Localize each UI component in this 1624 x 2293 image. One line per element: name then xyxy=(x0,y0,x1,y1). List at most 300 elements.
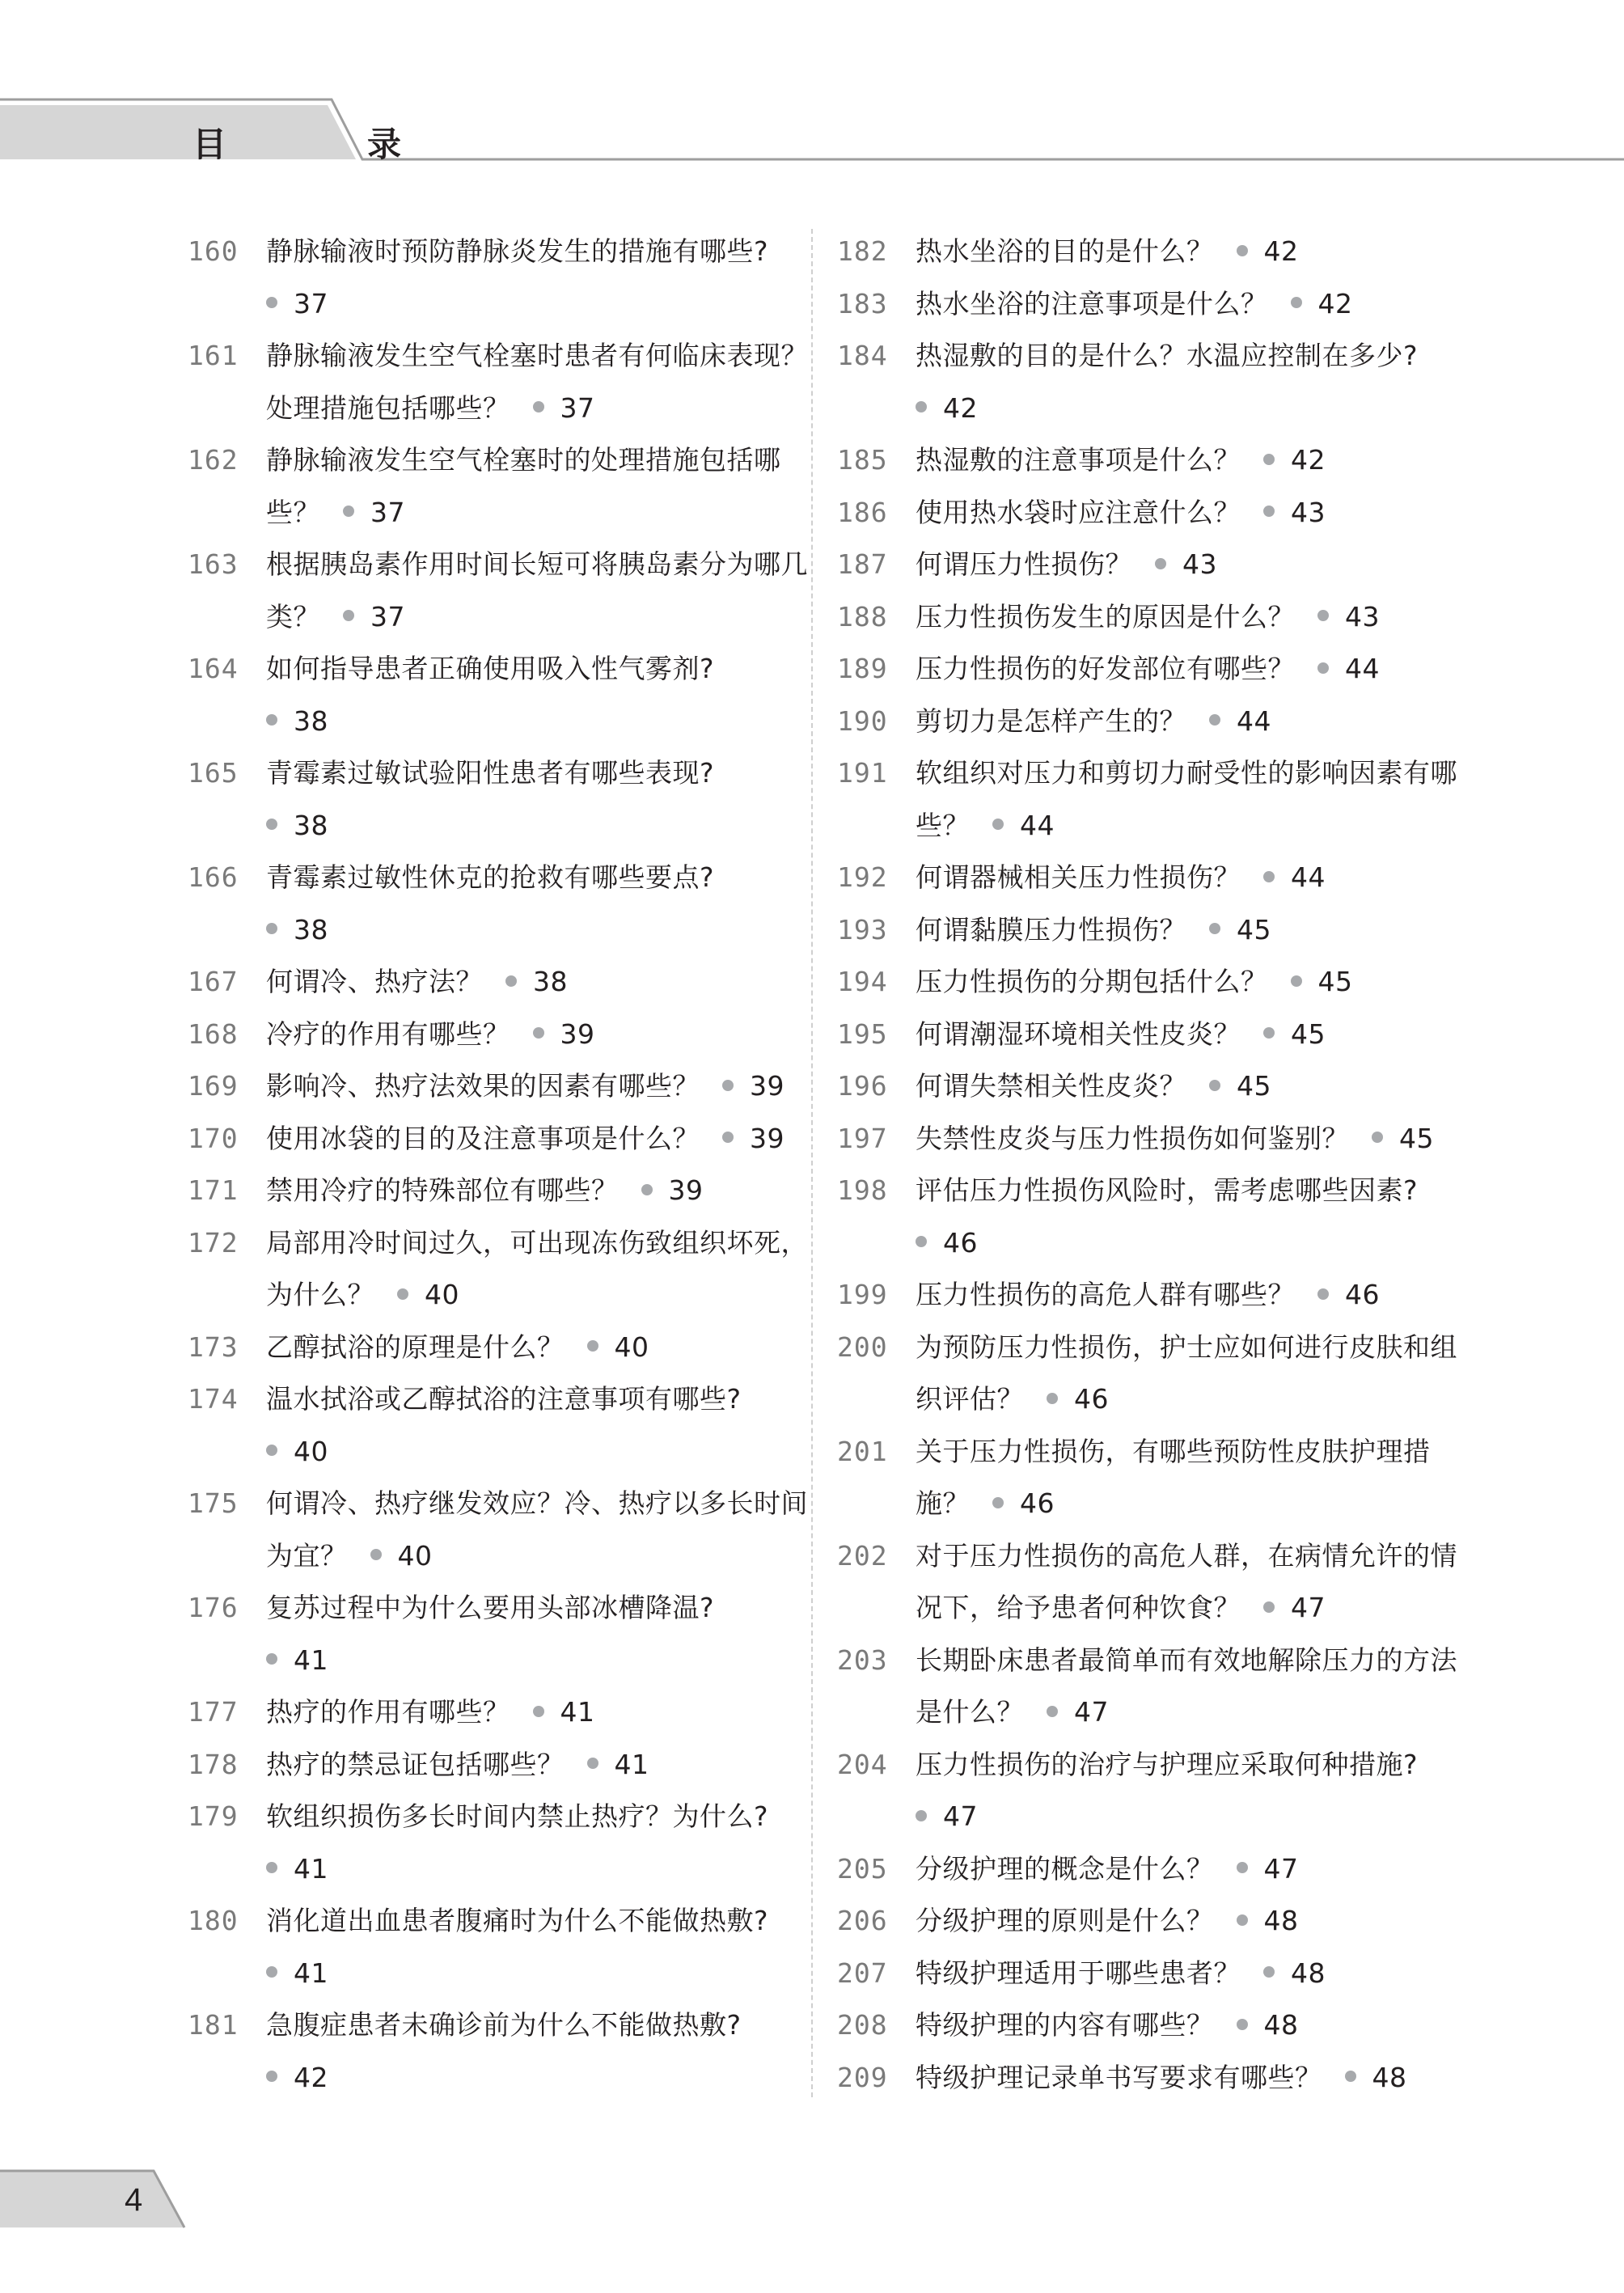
column-divider xyxy=(811,229,813,2097)
toc-entry-page-ref xyxy=(320,601,405,632)
toc-entry-number: 165 xyxy=(188,757,239,789)
toc-entry-page-number: 40 xyxy=(294,1435,328,1467)
toc-entry-page-ref xyxy=(1241,1018,1326,1050)
toc-right-column xyxy=(837,226,1468,2104)
bullet-dot-icon xyxy=(722,1080,734,1091)
toc-entry-number: 162 xyxy=(188,444,239,476)
bullet-dot-icon xyxy=(266,1445,277,1456)
toc-entry-number: 164 xyxy=(188,653,239,684)
bullet-dot-icon xyxy=(533,401,544,412)
toc-entry-text: 何谓器械相关压力性损伤？ xyxy=(916,861,1241,893)
toc-entry-number: 184 xyxy=(837,340,888,371)
toc-entry xyxy=(188,539,818,643)
toc-entry-text: 何谓冷、热疗继发效应？冷、热疗以多长时间为宜？ xyxy=(266,1487,808,1572)
toc-entry xyxy=(188,1373,818,1478)
toc-entry-number: 187 xyxy=(837,548,888,580)
toc-entry-number: 191 xyxy=(837,757,888,789)
toc-entry-question xyxy=(916,747,1468,852)
toc-entry-number: 203 xyxy=(837,1644,888,1676)
toc-entry xyxy=(188,956,818,1009)
toc-entry-text: 禁用冷疗的特殊部位有哪些？ xyxy=(266,1174,619,1206)
bullet-dot-icon xyxy=(1263,1601,1275,1613)
bullet-dot-icon xyxy=(266,1653,277,1665)
toc-entry-question xyxy=(916,1113,1468,1166)
toc-entry-number: 197 xyxy=(837,1122,888,1154)
toc-entry xyxy=(837,1165,1468,1269)
toc-entry-text: 局部用冷时间过久，可出现冻伤致组织坏死，为什么？ xyxy=(266,1226,808,1310)
toc-entry-page-ref xyxy=(510,392,595,424)
toc-entry-text: 影响冷、热疗法效果的因素有哪些？ xyxy=(266,1070,700,1102)
toc-entry-page-ref xyxy=(1024,1696,1109,1728)
toc-entry-number: 209 xyxy=(837,2061,888,2093)
toc-entry-page-ref xyxy=(266,914,328,946)
toc-entry-page-number: 42 xyxy=(1317,287,1353,319)
toc-entry-question xyxy=(266,1686,818,1739)
toc-entry-question xyxy=(916,1948,1468,2000)
toc-entry-question xyxy=(916,643,1468,696)
toc-entry xyxy=(837,330,1468,434)
page-number: 4 xyxy=(125,2182,143,2218)
toc-entry-page-ref xyxy=(1241,1592,1326,1623)
toc-entry-page-number: 48 xyxy=(1263,1905,1299,1936)
toc-entry-number: 206 xyxy=(837,1905,888,1936)
toc-entry-page-ref xyxy=(266,1957,328,1989)
toc-entry-page-ref xyxy=(1241,497,1326,528)
toc-entry-page-ref xyxy=(1186,1070,1271,1102)
page-title: 目 录 xyxy=(192,125,455,164)
toc-entry-text: 特级护理适用于哪些患者？ xyxy=(916,1957,1241,1989)
toc-entry-question xyxy=(266,1322,818,1374)
toc-entry xyxy=(188,1217,818,1322)
toc-entry-question xyxy=(266,1060,818,1113)
toc-entry-question xyxy=(916,904,1468,957)
bullet-dot-icon xyxy=(343,610,354,621)
toc-entry-question xyxy=(266,956,818,1009)
toc-entry-page-ref xyxy=(266,705,328,737)
toc-entry xyxy=(188,226,818,330)
toc-entry-page-ref xyxy=(1214,1905,1299,1936)
toc-entry-page-ref xyxy=(1241,861,1326,893)
toc-entry-page-number: 44 xyxy=(1291,861,1326,893)
toc-entry-number: 185 xyxy=(837,444,888,476)
toc-entry-page-number: 37 xyxy=(370,600,405,632)
toc-entry-number: 170 xyxy=(188,1122,239,1154)
bullet-dot-icon xyxy=(266,2071,277,2082)
bullet-dot-icon xyxy=(1237,1862,1248,1873)
toc-entry-number: 202 xyxy=(837,1539,888,1572)
toc-entry-page-ref xyxy=(266,1436,328,1467)
bullet-dot-icon xyxy=(1372,1132,1383,1143)
toc-entry-text: 压力性损伤的好发部位有哪些？ xyxy=(916,653,1295,684)
toc-entry-question xyxy=(916,852,1468,904)
toc-entry-page-number: 37 xyxy=(294,287,328,319)
toc-entry-text: 压力性损伤发生的原因是什么？ xyxy=(916,600,1295,632)
toc-entry-page-ref xyxy=(1268,288,1353,319)
bullet-dot-icon xyxy=(1209,1080,1220,1091)
toc-entry-question xyxy=(266,852,818,956)
toc-entry-question xyxy=(266,1165,818,1217)
toc-entry xyxy=(837,1530,1468,1635)
toc-entry-text: 青霉素过敏性休克的抢救有哪些要点? xyxy=(266,861,715,893)
toc-entry xyxy=(837,1635,1468,1739)
bullet-dot-icon xyxy=(1291,975,1302,987)
toc-entry-number: 163 xyxy=(188,548,239,580)
toc-entry-page-ref xyxy=(320,497,405,528)
toc-entry-text: 冷疗的作用有哪些？ xyxy=(266,1017,510,1050)
toc-entry-page-ref xyxy=(266,2062,328,2093)
toc-entry-page-number: 46 xyxy=(1345,1279,1380,1310)
toc-entry-number: 207 xyxy=(837,1957,888,1989)
toc-entry xyxy=(188,643,818,747)
bullet-dot-icon xyxy=(1237,245,1248,256)
toc-entry-number: 181 xyxy=(188,2009,239,2041)
toc-entry-page-ref xyxy=(1024,1383,1109,1415)
toc-entry-text: 热疗的作用有哪些？ xyxy=(266,1696,510,1728)
toc-entry-page-number: 43 xyxy=(1291,496,1326,528)
toc-entry-question xyxy=(266,1009,818,1061)
toc-entry-page-ref xyxy=(1214,1853,1299,1885)
toc-entry xyxy=(188,1009,818,1061)
page-footer xyxy=(0,2168,194,2229)
bullet-dot-icon xyxy=(266,714,277,726)
bullet-dot-icon xyxy=(1263,871,1275,882)
toc-entry xyxy=(188,1060,818,1113)
footer-tab-graphic xyxy=(0,2168,194,2229)
toc-entry-page-number: 44 xyxy=(1237,704,1271,737)
toc-entry-page-ref xyxy=(700,1123,785,1154)
toc-entry-text: 热水坐浴的注意事项是什么？ xyxy=(916,287,1268,319)
toc-entry-text: 根据胰岛素作用时间长短可将胰岛素分为哪几类？ xyxy=(266,548,808,632)
toc-entry-question xyxy=(916,1530,1468,1635)
toc-entry xyxy=(837,747,1468,852)
toc-entry-question xyxy=(266,226,818,330)
bullet-dot-icon xyxy=(1237,1914,1248,1926)
toc-entry-text: 复苏过程中为什么要用头部冰槽降温? xyxy=(266,1592,715,1623)
toc-entry xyxy=(188,1582,818,1686)
toc-entry-number: 186 xyxy=(837,496,888,528)
toc-entry-text: 消化道出血患者腹痛时为什么不能做热敷? xyxy=(266,1905,769,1936)
toc-entry-page-number: 47 xyxy=(943,1800,978,1832)
toc-entry-text: 静脉输液时预防静脉炎发生的措施有哪些? xyxy=(266,235,769,267)
toc-entry-page-ref xyxy=(510,1696,595,1728)
toc-entry-page-ref xyxy=(1132,548,1217,580)
toc-entry-question xyxy=(916,1426,1468,1530)
toc-entry-page-ref xyxy=(916,392,978,424)
toc-entry-question xyxy=(266,1582,818,1686)
toc-entry-text: 压力性损伤的高危人群有哪些？ xyxy=(916,1279,1295,1310)
toc-entry-text: 评估压力性损伤风险时，需考虑哪些因素? xyxy=(916,1174,1419,1206)
toc-entry-number: 177 xyxy=(188,1696,239,1728)
toc-entry-question xyxy=(916,1739,1468,1843)
toc-entry-number: 198 xyxy=(837,1174,888,1206)
toc-entry-page-number: 44 xyxy=(1345,653,1380,684)
bullet-dot-icon xyxy=(533,1027,544,1039)
toc-entry-number: 200 xyxy=(837,1331,888,1363)
toc-entry xyxy=(837,643,1468,696)
toc-entry-page-ref xyxy=(1186,914,1271,946)
toc-entry-page-ref xyxy=(1295,601,1380,632)
toc-entry-question xyxy=(916,696,1468,748)
toc-entry-question xyxy=(916,2052,1468,2105)
toc-entry-page-number: 43 xyxy=(1182,548,1217,580)
toc-entry-text: 特级护理记录单书写要求有哪些？ xyxy=(916,2061,1322,2093)
bullet-dot-icon xyxy=(1263,454,1275,465)
toc-entry-question xyxy=(916,434,1468,487)
toc-entry-question xyxy=(916,1322,1468,1426)
toc-entry-text: 热水坐浴的目的是什么？ xyxy=(916,235,1214,267)
toc-entry-number: 160 xyxy=(188,235,239,267)
toc-entry xyxy=(837,956,1468,1009)
toc-entry-page-ref xyxy=(1214,2009,1299,2041)
bullet-dot-icon xyxy=(266,1862,277,1873)
toc-entry-number: 196 xyxy=(837,1070,888,1102)
toc-entry-page-ref xyxy=(266,1853,328,1885)
bullet-dot-icon xyxy=(1263,1027,1275,1039)
toc-entry-text: 如何指导患者正确使用吸入性气雾剂? xyxy=(266,653,715,684)
toc-entry-question xyxy=(916,330,1468,434)
toc-entry xyxy=(837,1895,1468,1948)
toc-entry-page-number: 44 xyxy=(1020,809,1055,841)
toc-entry-page-number: 43 xyxy=(1345,600,1380,632)
toc-entry-question xyxy=(916,278,1468,331)
toc-entry-number: 176 xyxy=(188,1592,239,1623)
toc-left-column xyxy=(188,226,818,2104)
toc-entry-question xyxy=(266,1999,818,2104)
bullet-dot-icon xyxy=(1237,2019,1248,2030)
toc-entry-page-ref xyxy=(565,1749,649,1780)
toc-entry-question xyxy=(266,330,818,434)
toc-entry-page-ref xyxy=(266,810,328,841)
toc-entry-number: 172 xyxy=(188,1226,239,1259)
toc-entry xyxy=(837,1843,1468,1896)
bullet-dot-icon xyxy=(1263,506,1275,517)
bullet-dot-icon xyxy=(397,1288,408,1300)
toc-entry-number: 161 xyxy=(188,340,239,371)
toc-entry-page-number: 41 xyxy=(294,1957,328,1989)
toc-entry-page-number: 38 xyxy=(533,966,568,997)
toc-entry-page-number: 42 xyxy=(1291,444,1326,476)
toc-entry-question xyxy=(266,747,818,852)
toc-entry-page-ref xyxy=(1241,1957,1326,1989)
toc-entry-page-ref xyxy=(916,1227,978,1259)
toc-entry-number: 190 xyxy=(837,704,888,737)
toc-entry-page-ref xyxy=(348,1540,433,1572)
toc-entry-page-number: 41 xyxy=(294,1852,328,1885)
toc-entry-text: 何谓压力性损伤？ xyxy=(916,548,1132,580)
bullet-dot-icon xyxy=(1263,1966,1275,1978)
toc-entry-number: 189 xyxy=(837,653,888,684)
toc-entry xyxy=(837,852,1468,904)
toc-entry-text: 何谓冷、热疗法？ xyxy=(266,966,483,997)
toc-entry-question xyxy=(916,956,1468,1009)
bullet-dot-icon xyxy=(533,1706,544,1717)
toc-entry-number: 173 xyxy=(188,1331,239,1363)
toc-entry xyxy=(188,1322,818,1374)
toc-entry-question xyxy=(916,591,1468,644)
toc-entry-page-number: 38 xyxy=(294,809,328,841)
toc-entry-question xyxy=(916,487,1468,539)
toc-entry-page-number: 48 xyxy=(1372,2061,1407,2093)
toc-entry-page-ref xyxy=(1268,966,1353,997)
toc-entry-page-ref xyxy=(1349,1123,1434,1154)
toc-entry-text: 对于压力性损伤的高危人群，在病情允许的情况下，给予患者何种饮食？ xyxy=(916,1539,1457,1623)
toc-entry xyxy=(837,696,1468,748)
bullet-dot-icon xyxy=(266,297,277,308)
toc-entry-number: 169 xyxy=(188,1070,239,1102)
toc-entry-page-ref xyxy=(970,1487,1055,1519)
toc-entry-page-ref xyxy=(1295,653,1380,684)
toc-entry-question xyxy=(916,1999,1468,2052)
toc-entry xyxy=(837,487,1468,539)
bullet-dot-icon xyxy=(587,1340,598,1352)
toc-entry xyxy=(837,539,1468,591)
bullet-dot-icon xyxy=(992,1497,1004,1508)
toc-entry-page-number: 48 xyxy=(1263,2009,1299,2041)
toc-entry-page-ref xyxy=(916,1800,978,1832)
toc-entry-number: 167 xyxy=(188,966,239,997)
bullet-dot-icon xyxy=(1317,1288,1329,1300)
bullet-dot-icon xyxy=(370,1549,382,1560)
toc-entry-page-number: 45 xyxy=(1317,966,1353,997)
toc-entry-page-number: 39 xyxy=(750,1070,785,1102)
toc-entry-page-number: 38 xyxy=(294,913,328,946)
toc-entry-question xyxy=(266,1895,818,1999)
toc-entry-page-number: 42 xyxy=(943,391,978,424)
toc-entry xyxy=(837,1739,1468,1843)
bullet-dot-icon xyxy=(722,1132,734,1143)
toc-entry-page-ref xyxy=(619,1174,704,1206)
toc-entry-number: 204 xyxy=(837,1748,888,1780)
toc-entry-page-number: 39 xyxy=(668,1174,704,1206)
toc-entry-page-number: 39 xyxy=(750,1122,785,1154)
toc-entry-number: 208 xyxy=(837,2009,888,2041)
toc-entry-page-number: 45 xyxy=(1237,1070,1271,1102)
toc-entry-text: 何谓失禁相关性皮炎？ xyxy=(916,1070,1186,1102)
bullet-dot-icon xyxy=(916,1810,927,1821)
toc-entry-page-number: 47 xyxy=(1074,1696,1109,1728)
toc-entry xyxy=(188,1113,818,1166)
toc-entry-question xyxy=(916,226,1468,278)
toc-entry-text: 压力性损伤的分期包括什么？ xyxy=(916,966,1268,997)
toc-entry-text: 热湿敷的注意事项是什么？ xyxy=(916,444,1241,476)
toc-entry xyxy=(188,1739,818,1792)
toc-entry-page-number: 45 xyxy=(1237,913,1271,946)
toc-entry-page-number: 47 xyxy=(1291,1592,1326,1623)
toc-entry xyxy=(188,1686,818,1739)
toc-entry-text: 长期卧床患者最简单而有效地解除压力的方法是什么？ xyxy=(916,1644,1457,1728)
toc-entry-question xyxy=(266,539,818,643)
bullet-dot-icon xyxy=(1317,610,1329,621)
toc-entry-page-ref xyxy=(1322,2062,1407,2093)
toc-entry-page-ref xyxy=(1186,705,1271,737)
bullet-dot-icon xyxy=(992,819,1004,830)
toc-entry-question xyxy=(916,1165,1468,1269)
toc-entry-text: 关于压力性损伤，有哪些预防性皮肤护理措施？ xyxy=(916,1435,1431,1519)
toc-entry xyxy=(837,434,1468,487)
toc-entry-number: 182 xyxy=(837,235,888,267)
toc-entry xyxy=(188,1478,818,1582)
toc-entry-question xyxy=(916,1895,1468,1948)
toc-entry xyxy=(837,1322,1468,1426)
toc-entry-question xyxy=(916,1635,1468,1739)
bullet-dot-icon xyxy=(266,923,277,934)
toc-entry-page-number: 46 xyxy=(943,1226,978,1259)
toc-entry-text: 软组织对压力和剪切力耐受性的影响因素有哪些？ xyxy=(916,757,1457,841)
toc-entry-text: 热疗的禁忌证包括哪些？ xyxy=(266,1748,565,1780)
toc-entry-number: 174 xyxy=(188,1383,239,1415)
toc-entry-page-ref xyxy=(374,1279,459,1310)
toc-entry-text: 压力性损伤的治疗与护理应采取何种措施? xyxy=(916,1748,1419,1780)
toc-entry-text: 软组织损伤多长时间内禁止热疗？为什么? xyxy=(266,1800,769,1832)
toc-entry-page-ref xyxy=(565,1331,649,1363)
toc-entry-number: 201 xyxy=(837,1435,888,1467)
bullet-dot-icon xyxy=(505,975,517,987)
toc-entry xyxy=(837,1060,1468,1113)
toc-entry-page-ref xyxy=(266,1644,328,1676)
toc-entry-page-number: 38 xyxy=(294,704,328,737)
bullet-dot-icon xyxy=(916,401,927,412)
toc-entry-number: 193 xyxy=(837,913,888,946)
toc-entry-text: 使用冰袋的目的及注意事项是什么？ xyxy=(266,1122,700,1154)
bullet-dot-icon xyxy=(1291,297,1302,308)
toc-entry-number: 179 xyxy=(188,1800,239,1832)
toc-entry-page-number: 45 xyxy=(1399,1122,1434,1154)
toc-entry-number: 188 xyxy=(837,600,888,632)
toc-entry xyxy=(837,1009,1468,1061)
bullet-dot-icon xyxy=(916,1236,927,1247)
toc-entry xyxy=(837,591,1468,644)
toc-entry-text: 热湿敷的目的是什么？水温应控制在多少? xyxy=(916,340,1419,371)
toc-entry-page-number: 42 xyxy=(1263,235,1299,267)
toc-entry-text: 何谓黏膜压力性损伤？ xyxy=(916,913,1186,946)
toc-entry-question xyxy=(266,643,818,747)
toc-entry-page-number: 47 xyxy=(1263,1852,1299,1885)
toc-entry xyxy=(188,1895,818,1999)
toc-entry-text: 青霉素过敏试验阳性患者有哪些表现? xyxy=(266,757,715,789)
toc-entry-text: 何谓潮湿环境相关性皮炎？ xyxy=(916,1017,1241,1050)
toc-entry xyxy=(837,904,1468,957)
toc-entry-question xyxy=(916,539,1468,591)
toc-entry-text: 温水拭浴或乙醇拭浴的注意事项有哪些? xyxy=(266,1383,742,1415)
toc-entry xyxy=(837,278,1468,331)
toc-entry-page-number: 42 xyxy=(294,2061,328,2093)
bullet-dot-icon xyxy=(1345,2071,1356,2082)
toc-entry xyxy=(188,1791,818,1895)
toc-entry-page-number: 41 xyxy=(294,1644,328,1676)
toc-entry-page-number: 48 xyxy=(1291,1957,1326,1989)
toc-entry-page-ref xyxy=(1295,1279,1380,1310)
toc-entry-page-ref xyxy=(266,288,328,319)
toc-entry-question xyxy=(916,1009,1468,1061)
bullet-dot-icon xyxy=(587,1758,598,1769)
bullet-dot-icon xyxy=(266,1966,277,1978)
toc-entry-page-ref xyxy=(1241,444,1326,476)
toc-entry-question xyxy=(916,1060,1468,1113)
bullet-dot-icon xyxy=(1047,1393,1058,1404)
toc-entry xyxy=(188,747,818,852)
toc-entry xyxy=(837,1113,1468,1166)
toc-entry xyxy=(837,1269,1468,1322)
toc-entry-text: 乙醇拭浴的原理是什么？ xyxy=(266,1331,565,1363)
toc-entry xyxy=(837,226,1468,278)
toc-entry-text: 急腹症患者未确诊前为什么不能做热敷? xyxy=(266,2009,742,2041)
toc-entry-page-number: 39 xyxy=(560,1017,595,1050)
toc-entry-number: 166 xyxy=(188,861,239,893)
toc-entry-number: 168 xyxy=(188,1017,239,1050)
toc-entry-question xyxy=(266,1217,818,1322)
toc-entry-text: 剪切力是怎样产生的？ xyxy=(916,704,1186,737)
toc-entry-question xyxy=(916,1269,1468,1322)
